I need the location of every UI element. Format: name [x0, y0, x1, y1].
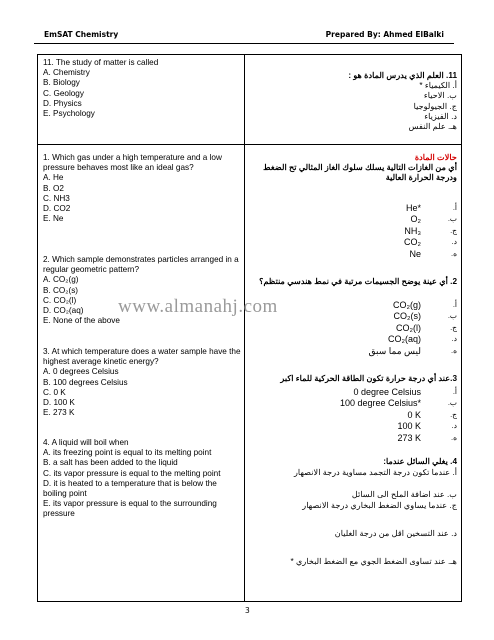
option: He* أ. [405, 202, 457, 213]
option: 0 degree Celsius أ. [353, 386, 457, 397]
option: ليس مما سبق ه. [368, 345, 457, 356]
q2-arabic [251, 277, 457, 287]
section-title: حالات المادة [414, 153, 457, 162]
option: هـ. عند تساوى الضغط الجوي مع الضغط البخاري * [290, 557, 457, 567]
q3-english [43, 347, 241, 418]
option: D. CO2 [43, 204, 71, 214]
option: E. 273 K [43, 408, 75, 418]
option: C. its vapor pressure is equal to the melting point [43, 468, 221, 478]
option: B. Biology [43, 78, 80, 88]
option: D. 100 K [43, 398, 75, 408]
q11-english [43, 58, 241, 119]
option: C. CO₂(l) [43, 295, 77, 305]
option: D. Physics [43, 98, 82, 108]
option: CO₂(g) أ. [393, 299, 457, 310]
question-text: 2. أي عينة يوضح الجسيمات مرتبة في نمط هندسي منتظم؟ [259, 277, 457, 286]
option: E. None of the above [43, 316, 120, 326]
option: A. CO₂(g) [43, 275, 79, 285]
option: ب. الاحياء [423, 91, 457, 101]
questions-table [37, 54, 462, 602]
option: B. O2 [43, 183, 64, 193]
option: C. Geology [43, 88, 84, 98]
q4-arabic [251, 457, 457, 567]
option: ج. عندما يساوي الضغط البخاري درجة الانصهار [302, 500, 457, 510]
option: NH₃ ج. [404, 225, 457, 236]
option: أ. عندما تكون درجة التجمد مساوية درجة الانصهار [293, 468, 457, 478]
option: A. its freezing point is equal to its melting point [43, 448, 212, 458]
option: ب. عند اضافة الملح الى السائل [351, 490, 457, 500]
header-author: Prepared By: Ahmed ElBalki [325, 30, 444, 39]
header-subject: EmSAT Chemistry [44, 30, 119, 39]
option: 100 degree Celsius* ب. [339, 398, 457, 409]
row-divider [38, 144, 461, 145]
q4-english [43, 438, 241, 520]
option: D. it is heated to a temperature that is below the boiling point [43, 478, 217, 499]
option: E. Psychology [43, 109, 95, 119]
option: CO₂(aq) د. [388, 334, 457, 345]
column-divider [244, 55, 245, 601]
q1-arabic-options [251, 202, 457, 260]
question-text: 11. العلم الذي يدرس المادة هو : [348, 71, 457, 80]
option: Ne ه. [409, 248, 457, 259]
question-text: 3.عند أي درجة حرارة تكون الطاقة الحركية للماء اكبر [280, 374, 457, 383]
q1-english [43, 153, 241, 224]
states-section-title [251, 153, 457, 163]
header-rule [34, 43, 454, 44]
question-text: 2. Which sample demonstrates particles arranged in a regular geometric pattern? [43, 255, 239, 275]
q2-arabic-options [251, 299, 457, 357]
question-text: 3. At which temperature does a water sample have the highest average kinetic energy? [43, 347, 241, 367]
option: هـ. علم النفس [408, 122, 457, 132]
option: C. NH3 [43, 193, 70, 203]
question-text: 11. The study of matter is called [43, 58, 159, 67]
question-text: 4. A liquid will boil when [43, 438, 129, 447]
page-number: 3 [245, 606, 250, 615]
option: CO₂(s) ب. [393, 311, 457, 322]
option: CO₂(l) ج. [396, 322, 457, 333]
option: A. He [43, 173, 64, 183]
page-header [44, 30, 444, 42]
q3-arabic [251, 374, 457, 384]
q1-arabic [251, 163, 457, 183]
option: B. a salt has been added to the liquid [43, 458, 178, 468]
option: O₂ ب. [410, 214, 457, 225]
option: B. CO₂(s) [43, 285, 79, 295]
option: ج. الجيولوجيا [413, 101, 457, 111]
option: E. Ne [43, 214, 64, 224]
option: B. 100 degrees Celsius [43, 377, 128, 387]
question-text: أي من الغازات التالية يسلك سلوك الغاز المثالي تح الضغط ودرجة الحرارة العالية [263, 163, 457, 183]
q3-arabic-options [251, 386, 457, 444]
option: A. Chemistry [43, 68, 90, 78]
option: 0 K ج. [407, 409, 457, 420]
option: د. الفيزياء [424, 111, 457, 121]
option: أ. الكيمياء * [419, 81, 457, 91]
option: E. its vapor pressure is equal to the surrounding pressure [43, 499, 217, 519]
option: 273 K ه. [397, 432, 457, 443]
question-text: 4. يغلي السائل عندما: [383, 457, 457, 466]
option: A. 0 degrees Celsius [43, 367, 119, 377]
q11-arabic [251, 71, 457, 132]
option: د. عند التسخين اقل من درجة الغليان [334, 528, 457, 538]
option: C. 0 K [43, 387, 66, 397]
option: 100 K د. [397, 421, 457, 432]
watermark: www.almanahj.com [118, 296, 278, 317]
option: D. CO₂(aq) [43, 306, 84, 316]
option: CO₂ د. [404, 237, 457, 248]
question-text: 1. Which gas under a high temperature and a low pressure behaves most like an ideal gas? [43, 153, 222, 173]
